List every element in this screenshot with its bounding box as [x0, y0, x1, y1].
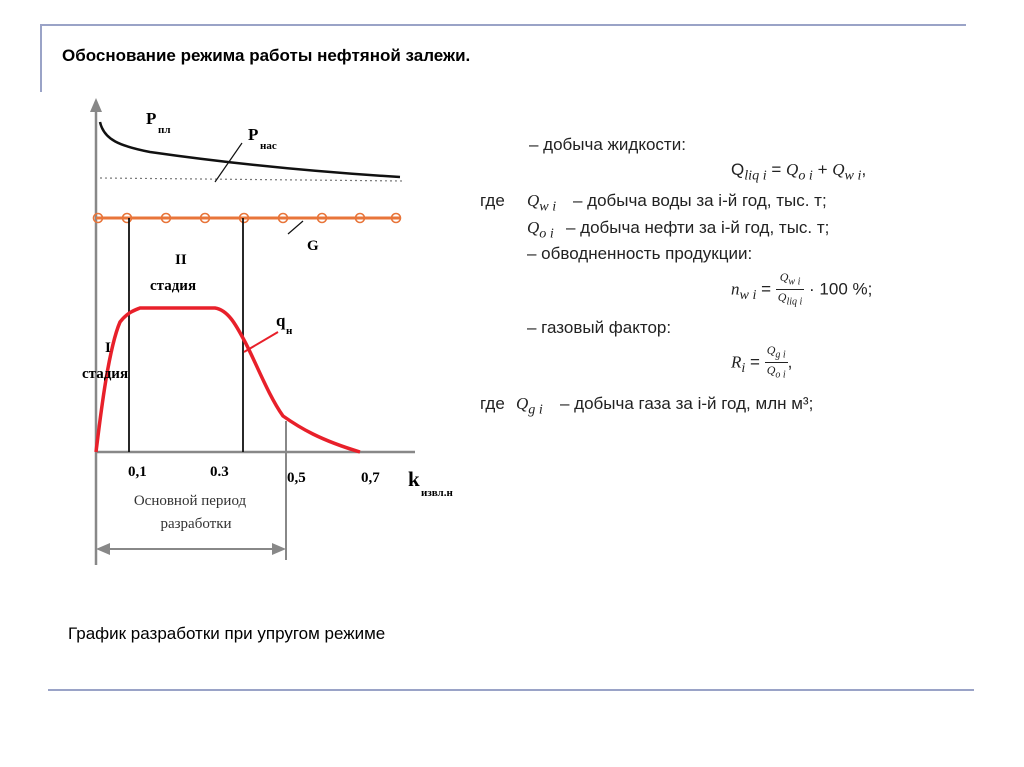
gas-factor-intro: – газовый фактор:: [527, 318, 672, 337]
period-line2: разработки: [160, 516, 232, 532]
stage2-number: II: [175, 252, 187, 268]
x-tick-0-3: 0.3: [210, 464, 229, 480]
oil-definition: – добыча нефти за i-й год, тыс. т;: [566, 218, 830, 237]
watercut-intro: – обводненность продукции:: [527, 244, 753, 263]
q-sub-label: н: [286, 325, 293, 337]
q-leader: [244, 332, 278, 352]
period-line1: Основной период: [133, 493, 247, 509]
gas-definition: – добыча газа за i-й год, млн м³;: [560, 394, 814, 413]
q-curve: [96, 308, 360, 452]
q-label: q: [276, 311, 286, 330]
gas-factor-formula: $R_i$ = $\frac{Q_{g i}}{Q_{o i}}$ ,: [731, 343, 793, 381]
x-tick-0-7: 0,7: [361, 470, 380, 486]
stage1-number: I: [105, 340, 111, 356]
x-tick-0-1: 0,1: [128, 464, 147, 480]
period-arrow-left-head: [96, 543, 110, 555]
stage1-word: стадия: [82, 366, 129, 382]
p-nas-label: P: [248, 125, 259, 144]
x-axis-label: k: [408, 467, 420, 491]
water-definition: – добыча воды за i-й год, тыс. т;: [573, 191, 827, 210]
slide-caption: График разработки при упругом режиме: [68, 624, 386, 643]
where2: где: [480, 394, 505, 413]
slide-title: Обоснование режима работы нефтяной залежи.: [62, 46, 471, 65]
period-arrow-right-head: [272, 543, 286, 555]
g-leader: [288, 221, 303, 234]
x-tick-0-5: 0,5: [287, 470, 306, 486]
p-pl-sub-label: пл: [158, 124, 171, 136]
watercut-formula: $n_{w i}$ = $\frac{Q_{w i}}{Q_{liq i}}$ · 100 %;: [731, 270, 873, 308]
p-pl-label: P: [146, 109, 157, 128]
y-axis-arrow: [90, 98, 102, 112]
p-nas-line: [100, 178, 405, 181]
liquid-formula: $Q_{liq i} = Q_{o i} + Q_{w i}$,: [731, 160, 867, 184]
g-label: G: [307, 238, 319, 254]
p-nas-sub-label: нас: [260, 140, 277, 152]
liquid-intro: – добыча жидкости:: [529, 135, 686, 154]
x-axis-sub-label: извл.н: [421, 487, 453, 499]
stage2-word: стадия: [150, 278, 197, 294]
oil-symbol: $Q_{o i}$: [527, 218, 554, 242]
water-symbol: $Q_{w i}$: [527, 191, 557, 215]
gas-symbol: $Q_{g i}$: [516, 394, 543, 418]
where1: где: [480, 191, 505, 210]
